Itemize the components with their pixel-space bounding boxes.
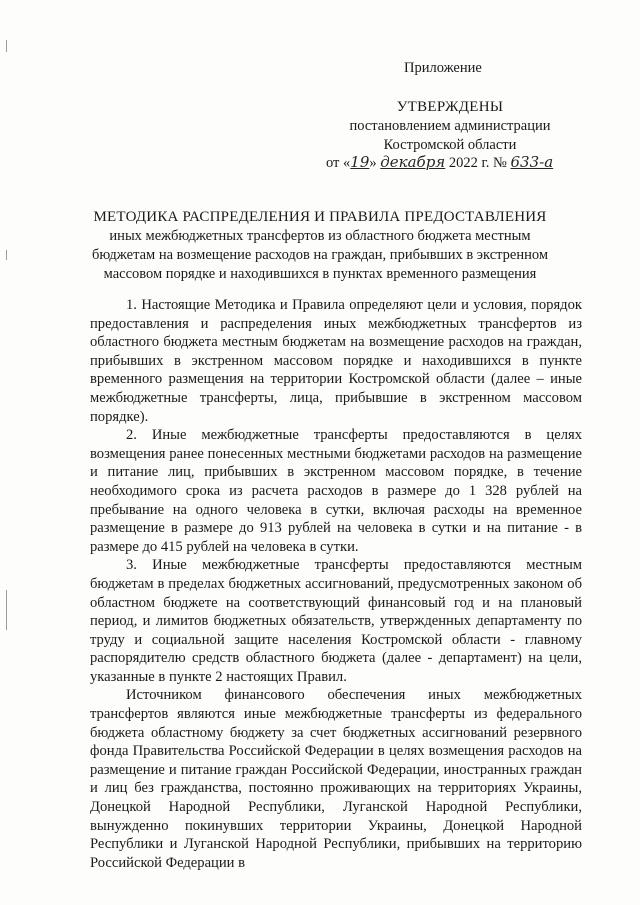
resolution-line: постановлением администрации	[349, 118, 551, 134]
approved-heading: УТВЕРЖДЕНЫ	[396, 99, 504, 115]
paragraph-2: 2. Иные межбюджетные трансферты предоставляются в целях возмещения ранее понесенных местными бюджетами расходов на размещение и питание лиц, прибывших в экстренном массовом порядке, в течение необходимого срока из расчета расходов в размере до 1 328 рублей на пребывание на одного человека в сутки, включая расходы на временное размещение в размере до 913 рублей на человека в сутки и на питание - в размере до 415 рублей на человека в сутки.	[90, 427, 582, 555]
scan-artifact	[6, 250, 7, 260]
resolution-number-handwritten: 633-а	[510, 153, 554, 171]
title-line-4: массовом порядке и находившихся в пунктах временного размещения	[103, 266, 537, 282]
title-main: МЕТОДИКА РАСПРЕДЕЛЕНИЯ И ПРАВИЛА ПРЕДОСТАВЛЕНИЯ	[93, 209, 547, 225]
paragraph-4: Источником финансового обеспечения иных межбюджетных трансфертов являются иные межбюджетные трансферты из федерального бюджета областному бюджету за счет бюджетных ассигнований резервного фонда Правительства Российской Федерации в целях возмещения расходов на размещение и питание граждан Российской Федерации, иностранных граждан и лиц без гражданства, постоянно проживающих на территориях Украины, Донецкой Народной Республики, Луганской Народной Республики, вынужденно покинувших территории Украины, Донецкой Народной Республики и Луганской Народной Республики, прибывших на территорию Российской Федерации в	[90, 687, 582, 871]
date-month-handwritten: декабря	[380, 153, 446, 171]
date-prefix: от «	[326, 155, 351, 171]
title-line-3: бюджетам на возмещение расходов на граждан, прибывших в экстренном	[91, 247, 549, 263]
date-year: 2022 г. №	[448, 155, 507, 171]
scan-artifact	[6, 40, 7, 52]
date-mid: »	[369, 155, 377, 171]
paragraph-1: 1. Настоящие Методика и Правила определяют цели и условия, порядок предоставления и распределения иных межбюджетных трансфертов из областного бюджета местным бюджетам на возмещение расходов на граждан, прибывших в экстренном массовом порядке и находившихся в пункте временного размещения на территории Костромской области (далее – иные межбюджетные трансферты, лица, прибывшие в экстренном массовом порядке).	[90, 297, 582, 425]
region-line: Костромской области	[383, 137, 517, 153]
title-line-2: иных межбюджетных трансфертов из областного бюджета местным	[109, 228, 531, 244]
document-body	[90, 296, 582, 872]
approval-block	[300, 98, 600, 155]
paragraph-3: 3. Иные межбюджетные трансферты предоставляются местным бюджетам в пределах бюджетных ассигнований, предусмотренных законом об областном бюджете на соответствующий финансовый год и на плановый период, и лимитов бюджетных обязательств, утвержденных департаменту по труду и социальной защите населения Костромской области - главному распорядителю средств областного бюджета (далее - департамент) на цели, указанные в пункте 2 настоящих Правил.	[90, 557, 582, 685]
date-day-handwritten: 19	[350, 153, 370, 171]
scan-artifact	[6, 590, 7, 630]
appendix-label: Приложение	[404, 60, 482, 76]
resolution-date	[326, 153, 553, 172]
document-title	[70, 208, 570, 284]
